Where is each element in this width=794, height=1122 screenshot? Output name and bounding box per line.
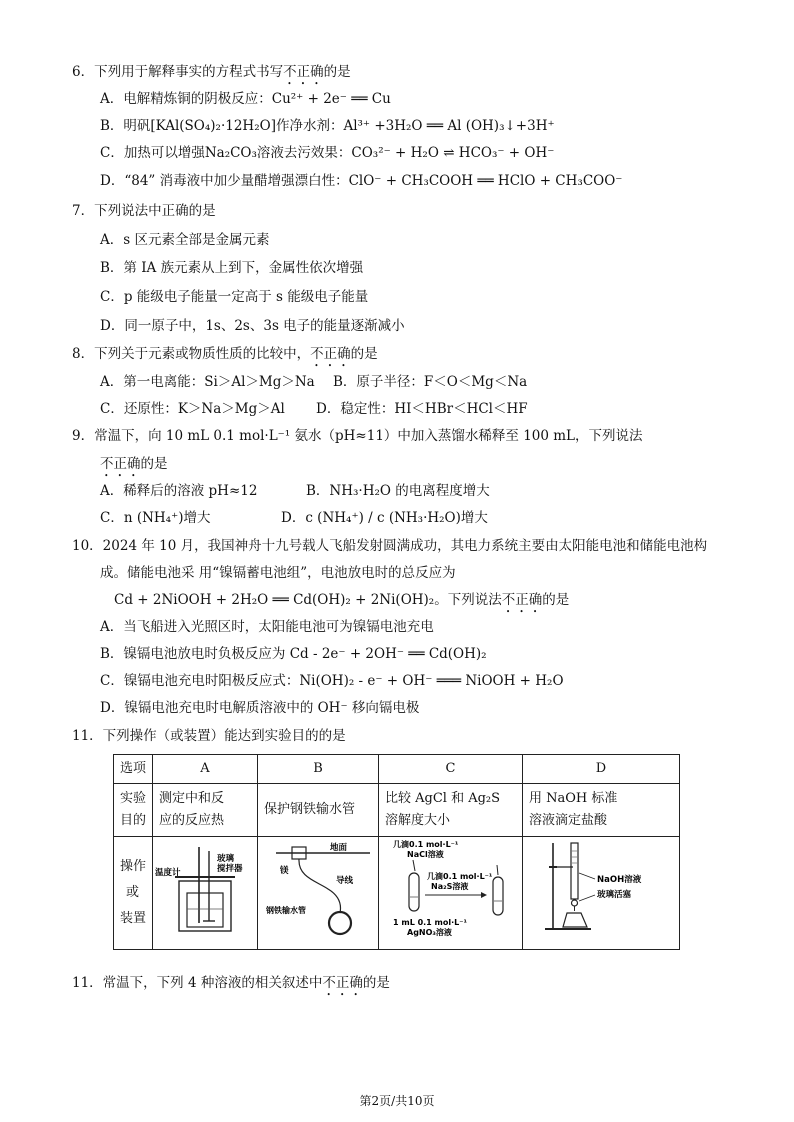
apparatus-b	[258, 837, 379, 950]
q6-stem: 6．下列用于解释事实的方程式书写不正确的是	[72, 64, 351, 80]
header-c: C	[379, 755, 523, 784]
calorimeter-diagram	[153, 837, 257, 941]
q7-option-c: C．p 能级电子能量一定高于 s 能级电子能量	[100, 289, 369, 305]
stirrer-label-2: 搅拌器	[217, 864, 243, 874]
q9-stem: 9．常温下，向 10 mL 0.1 mol·L⁻¹ 氨水（pH≈11）中加入蒸馏水稀释至 100 mL，下列说法	[72, 428, 643, 444]
naoh-label: NaOH溶液	[597, 875, 642, 885]
agno3-label: AgNO₃溶液	[407, 928, 452, 937]
q8-option-c: C．还原性：K＞Na＞Mg＞Al	[100, 401, 285, 417]
q10-stem: 10．2024 年 10 月，我国神舟十九号载人飞船发射圆满成功，其电力系统主要由太阳能电池和储能电池构	[72, 538, 708, 554]
q7-option-b: B．第 IA 族元素从上到下，金属性依次增强	[100, 260, 364, 276]
wire-label: 导线	[336, 876, 354, 886]
purpose-b	[258, 784, 379, 837]
label-line: 操作	[120, 859, 147, 874]
q11-stem: 11．下列操作（或装置）能达到实验目的的是	[72, 728, 346, 744]
q8-stem: 8．下列关于元素或物质性质的比较中，不正确的是	[72, 346, 378, 362]
purpose-a	[153, 784, 258, 837]
header-option: 选项	[114, 755, 153, 784]
purpose-c	[379, 784, 523, 837]
q8-option-d: D．稳定性：HI＜HBr＜HCl＜HF	[316, 401, 528, 417]
q9-option-b: B．NH₃·H₂O 的电离程度增大	[306, 483, 490, 499]
test-tube-1	[409, 873, 419, 911]
precipitation-diagram	[379, 837, 522, 941]
ground-label: 地面	[330, 843, 348, 853]
table-row-apparatus	[114, 837, 680, 950]
stopcock	[572, 900, 578, 906]
nacl-label: NaCl溶液	[407, 850, 444, 859]
agno3-conc-label: 1 mL 0.1 mol·L⁻¹	[393, 918, 467, 927]
cell-line: 保护钢铁输水管	[264, 802, 356, 817]
cathodic-protection-diagram	[258, 837, 378, 941]
na2s-conc-label: 几滴0.1 mol·L⁻¹	[427, 872, 493, 881]
test-tube-2	[493, 877, 503, 915]
q6-option-b: B．明矾[KAl(SO₄)₂·12H₂O]作净水剂：Al³⁺ +3H₂O ══ Al (OH)₃↓+3H⁺	[100, 118, 555, 134]
stopcock-label: 玻璃活塞	[597, 890, 632, 900]
titration-diagram	[523, 837, 679, 941]
cell-line: 用 NaOH 标准	[529, 791, 618, 806]
arrow-head	[481, 892, 487, 898]
q10-option-d: D．镍镉电池充电时电解质溶液中的 OH⁻ 移向镉电极	[100, 700, 420, 716]
label-line: 实验	[120, 791, 147, 806]
header-b: B	[258, 755, 379, 784]
q11b-stem: 11．常温下，下列 4 种溶液的相关叙述中不正确的是	[72, 975, 390, 991]
q9-option-a: A．稀释后的溶液 pH≈12	[100, 483, 258, 499]
q10-option-a: A．当飞船进入光照区时，太阳能电池可为镍镉电池充电	[100, 619, 434, 635]
row-label-purpose	[114, 784, 153, 837]
label-line: 或	[126, 885, 140, 900]
na2s-label: Na₂S溶液	[431, 882, 469, 891]
q8-option-a: A．第一电离能：Si＞Al＞Mg＞Na	[100, 374, 315, 390]
q10-equation: Cd + 2NiOOH + 2H₂O ══ Cd(OH)₂ + 2Ni(OH)₂。下列说法不正确的是	[114, 592, 570, 608]
q9-option-d: D．c (NH₄⁺) / c (NH₃·H₂O)增大	[281, 510, 488, 526]
cell-line: 应的反应热	[159, 813, 225, 828]
apparatus-d	[523, 837, 680, 950]
wire	[299, 859, 341, 913]
stirrer-label-1: 玻璃	[217, 854, 235, 864]
header-d: D	[523, 755, 680, 784]
table-row-purpose	[114, 784, 680, 837]
q6-option-a: A．电解精炼铜的阴极反应：Cu²⁺ + 2e⁻ ══ Cu	[100, 91, 391, 107]
q7-stem: 7．下列说法中正确的是	[72, 203, 216, 219]
q10-option-b: B．镍镉电池放电时负极反应为 Cd - 2e⁻ + 2OH⁻ ══ Cd(OH)₂	[100, 646, 487, 662]
q9-stem-cont: 不正确的是	[100, 456, 168, 472]
dropper-a	[413, 860, 415, 871]
steel-pipe	[329, 912, 351, 934]
inner-beaker	[187, 893, 223, 927]
pipe-label: 钢铁输水管	[266, 906, 306, 915]
conical-flask	[563, 913, 587, 927]
q8-option-b: B．原子半径：F＜O＜Mg＜Na	[333, 374, 528, 390]
apparatus-c	[379, 837, 523, 950]
leader-stopcock	[579, 895, 595, 901]
leader-naoh	[579, 873, 595, 879]
q9-option-c: C．n (NH₄⁺)增大	[100, 510, 211, 526]
page-footer: 第2页/共10页	[359, 1094, 435, 1108]
q7-option-a: A．s 区元素全部是金属元素	[100, 232, 270, 248]
header-a: A	[153, 755, 258, 784]
row-label-apparatus	[114, 837, 153, 950]
q7-option-d: D．同一原子中，1s、2s、3s 电子的能量逐渐减小	[100, 318, 405, 334]
magnesium-label: 镁	[280, 866, 289, 876]
dropper-b	[497, 865, 498, 875]
label-line: 装置	[120, 911, 147, 926]
purpose-d	[523, 784, 680, 837]
burette	[571, 843, 578, 899]
label-line: 目的	[120, 813, 147, 828]
thermometer-label: 温度计	[155, 868, 181, 878]
nacl-conc-label: 几滴0.1 mol·L⁻¹	[393, 840, 459, 849]
q6-option-c: C．加热可以增强Na₂CO₃溶液去污效果：CO₃²⁻ + H₂O ⇌ HCO₃⁻ + OH⁻	[100, 145, 555, 161]
cell-line: 比较 AgCl 和 Ag₂S	[385, 791, 501, 806]
cell-line: 溶解度大小	[385, 813, 451, 828]
cell-line: 测定中和反	[159, 791, 225, 806]
apparatus-a	[153, 837, 258, 950]
q10-stem-cont: 成。储能电池采 用“镍镉蓄电池组”，电池放电时的总反应为	[100, 565, 456, 581]
table-header-row	[114, 755, 680, 784]
cell-line: 溶液滴定盐酸	[529, 813, 608, 828]
q10-option-c: C．镍镉电池充电时阳极反应式：Ni(OH)₂ - e⁻ + OH⁻ ═══ NiOOH + H₂O	[100, 673, 564, 689]
experiment-table	[113, 754, 680, 950]
q6-option-d: D．“84” 消毒液中加少量醋增强漂白性：ClO⁻ + CH₃COOH ══ HClO + CH₃COO⁻	[100, 173, 623, 189]
